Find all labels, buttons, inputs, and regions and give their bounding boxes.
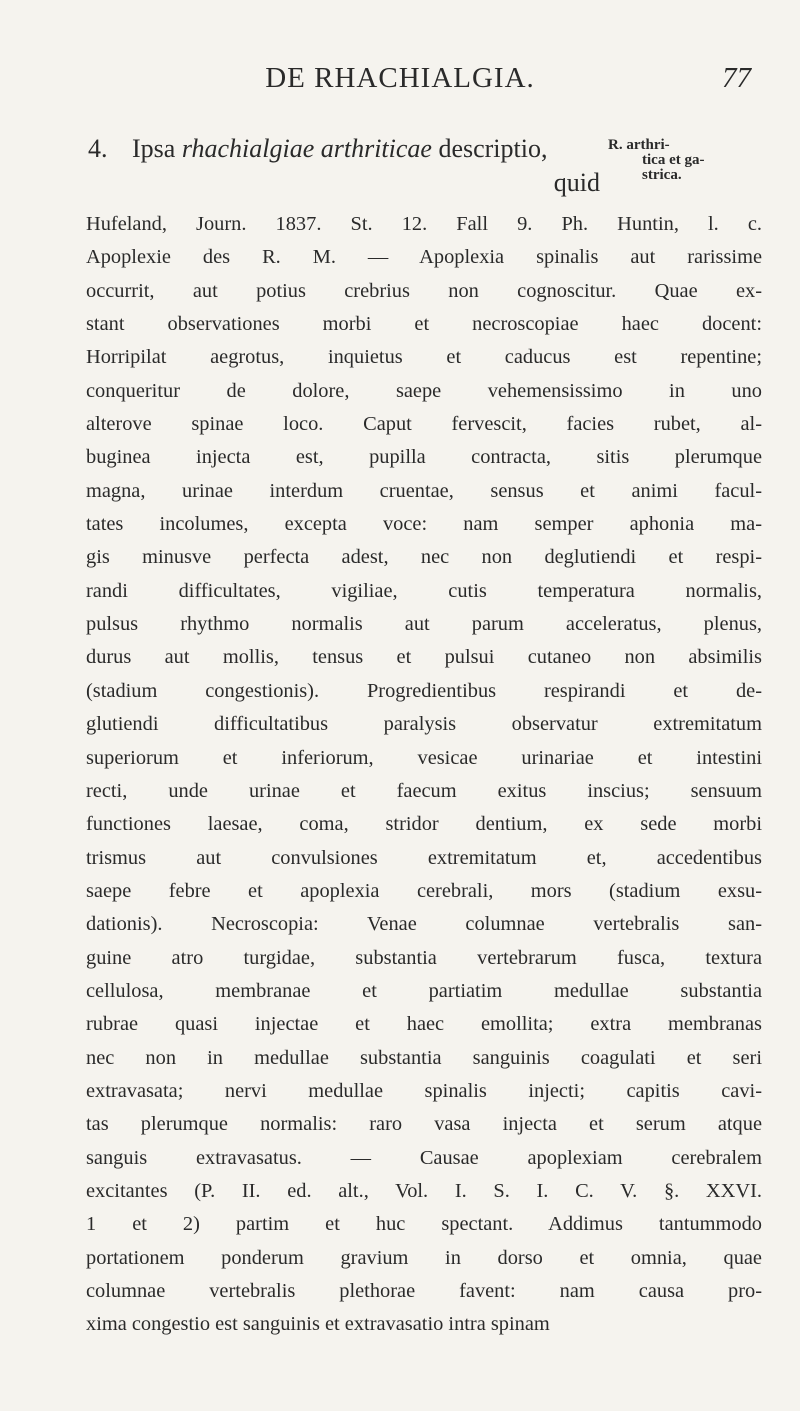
text-line: gis minusve perfecta adest, nec non deglutiendi et respi- [86, 546, 762, 569]
text-line: pulsus rhythmo normalis aut parum acceleratus, plenus, [86, 613, 762, 636]
margin-note-line: strica. [642, 167, 682, 183]
text-line: Hufeland, Journ. 1837. St. 12. Fall 9. Ph. Huntin, l. c. [86, 213, 762, 235]
text-line: rubrae quasi injectae et haec emollita; extra membranas [86, 1013, 762, 1036]
text-line: functiones laesae, coma, stridor dentium, ex sede morbi [86, 813, 762, 836]
section-title-part1: Ipsa [132, 134, 176, 163]
text-line: trismus aut convulsiones extremitatum et, accedentibus [86, 846, 762, 869]
margin-note [606, 138, 796, 183]
text-line: magna, urinae interdum cruentae, sensus et animi facul- [86, 479, 762, 502]
text-line: stant observationes morbi et necroscopiae haec docent: [86, 313, 762, 336]
page-number: 77 [722, 62, 751, 94]
text-line: occurrit, aut potius crebrius non cognoscitur. Quae ex- [86, 279, 762, 302]
text-line: cellulosa, membranae et partiatim medullae substantia [86, 979, 762, 1002]
text-line: conqueritur de dolore, saepe vehemensissimo in uno [86, 379, 762, 402]
margin-note-line: tica et ga- [642, 152, 705, 168]
section-title-part3: quid [553, 168, 600, 197]
text-line: randi difficultates, vigiliae, cutis temperatura normalis, [86, 579, 762, 602]
text-line: xima congestio est sanguinis et extravasatio intra spinam [86, 1313, 550, 1336]
text-line: columnae vertebralis plethorae favent: nam causa pro- [86, 1280, 762, 1302]
text-line: extravasata; nervi medullae spinalis injecti; capitis cavi- [86, 1079, 762, 1102]
text-line: tates incolumes, excepta voce: nam semper aphonia ma- [86, 513, 762, 536]
text-line: Apoplexie des R. M. — Apoplexia spinalis aut rarissime [86, 246, 762, 269]
text-line: durus aut mollis, tensus et pulsui cutaneo non absimilis [86, 646, 762, 669]
text-line: alterove spinae loco. Caput fervescit, facies rubet, al- [86, 413, 762, 436]
text-line: 1 et 2) partim et huc spectant. Addimus tantummodo [86, 1213, 762, 1236]
text-line: saepe febre et apoplexia cerebrali, mors (stadium exsu- [86, 879, 762, 902]
section-title-part2: descriptio, [438, 134, 548, 163]
section-title-italic: rhachialgiae arthriticae [181, 134, 432, 163]
text-line: dationis). Necroscopia: Venae columnae vertebralis san- [86, 913, 762, 936]
text-line: sanguis extravasatus. — Causae apoplexiam cerebralem [86, 1146, 762, 1169]
text-line: excitantes (P. II. ed. alt., Vol. I. S. I. C. V. §. XXVI. [86, 1179, 762, 1202]
running-head-title: DE RHACHIALGIA. [265, 62, 535, 94]
section-number: 4. [88, 134, 108, 163]
text-line: tas plerumque normalis: raro vasa injecta et serum atque [86, 1113, 762, 1136]
body-text [86, 208, 762, 1342]
text-line: buginea injecta est, pupilla contracta, sitis plerumque [86, 446, 762, 469]
margin-note-line: R. arthri- [608, 137, 670, 153]
text-line: Horripilat aegrotus, inquietus et caducus est repentine; [86, 346, 762, 369]
text-line: glutiendi difficultatibus paralysis observatur extremitatum [86, 713, 762, 736]
text-line: portationem ponderum gravium in dorso et omnia, quae [86, 1246, 762, 1269]
text-line: guine atro turgidae, substantia vertebrarum fusca, textura [86, 946, 762, 969]
section-heading [88, 132, 600, 200]
text-line: nec non in medullae substantia sanguinis coagulati et seri [86, 1046, 762, 1069]
text-line: superiorum et inferiorum, vesicae urinariae et intestini [86, 746, 762, 769]
text-line: (stadium congestionis). Progredientibus respirandi et de- [86, 679, 762, 702]
text-line: recti, unde urinae et faecum exitus inscius; sensuum [86, 779, 762, 802]
